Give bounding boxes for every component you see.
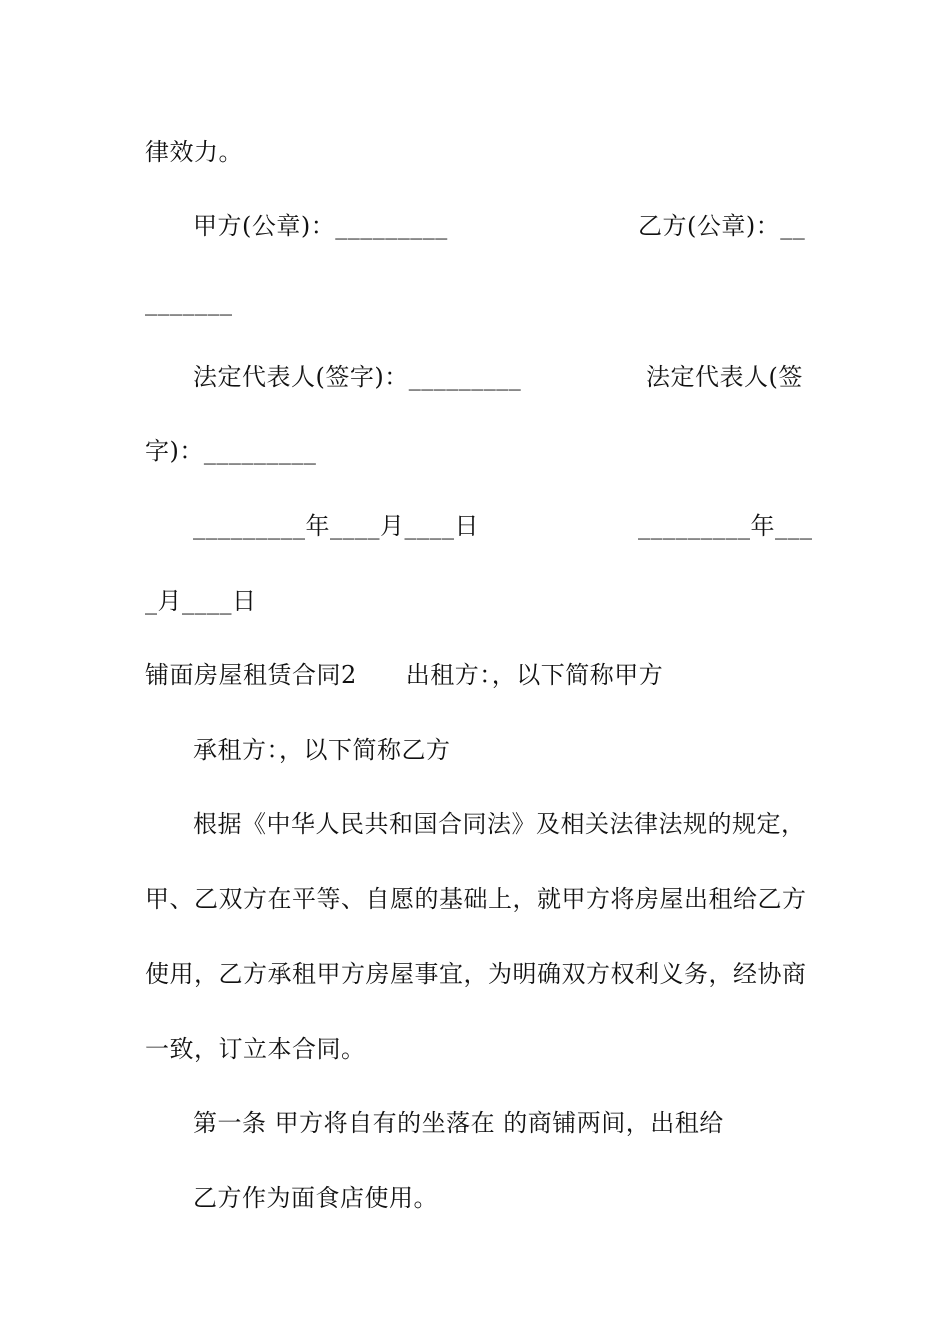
party-b-seal-line: 乙方(公章)：__ [638,212,806,240]
preamble-line-2: 甲、乙双方在平等、自愿的基础上，就甲方将房屋出租给乙方 [145,885,807,913]
preamble-line-1: 根据《中华人民共和国合同法》及相关法律法规的规定， [193,810,806,838]
preamble-line-3: 使用，乙方承租甲方房屋事宜，为明确双方权利义务，经协商 [145,960,807,988]
party-b-rep-signature-line: 法定代表人(签 [646,363,803,391]
party-b-seal-blank-wrap: _______ [145,288,233,316]
party-a-seal-line: 甲方(公章)：_________ [193,212,448,240]
preamble-line-4: 一致，订立本合同。 [145,1035,366,1063]
article-1-line-2: 乙方作为面食店使用。 [193,1184,438,1212]
contract-title-line: 铺面房屋租赁合同2 出租方：，以下简称甲方 [145,661,664,689]
party-a-rep-signature-line: 法定代表人(签字)：_________ [193,363,522,391]
party-b-date-line: _________年___ [638,512,813,540]
lessee-line: 承租方：，以下简称乙方 [193,736,451,764]
party-a-date-line: _________年____月____日 [193,512,479,540]
article-1-line-1: 第一条 甲方将自有的坐落在 的商铺两间，出租给 [193,1109,724,1137]
party-b-rep-signature-wrap: 字)：_________ [145,437,317,465]
text-line-continuation: 律效力。 [145,138,243,166]
party-b-date-wrap: _月____日 [145,587,257,615]
